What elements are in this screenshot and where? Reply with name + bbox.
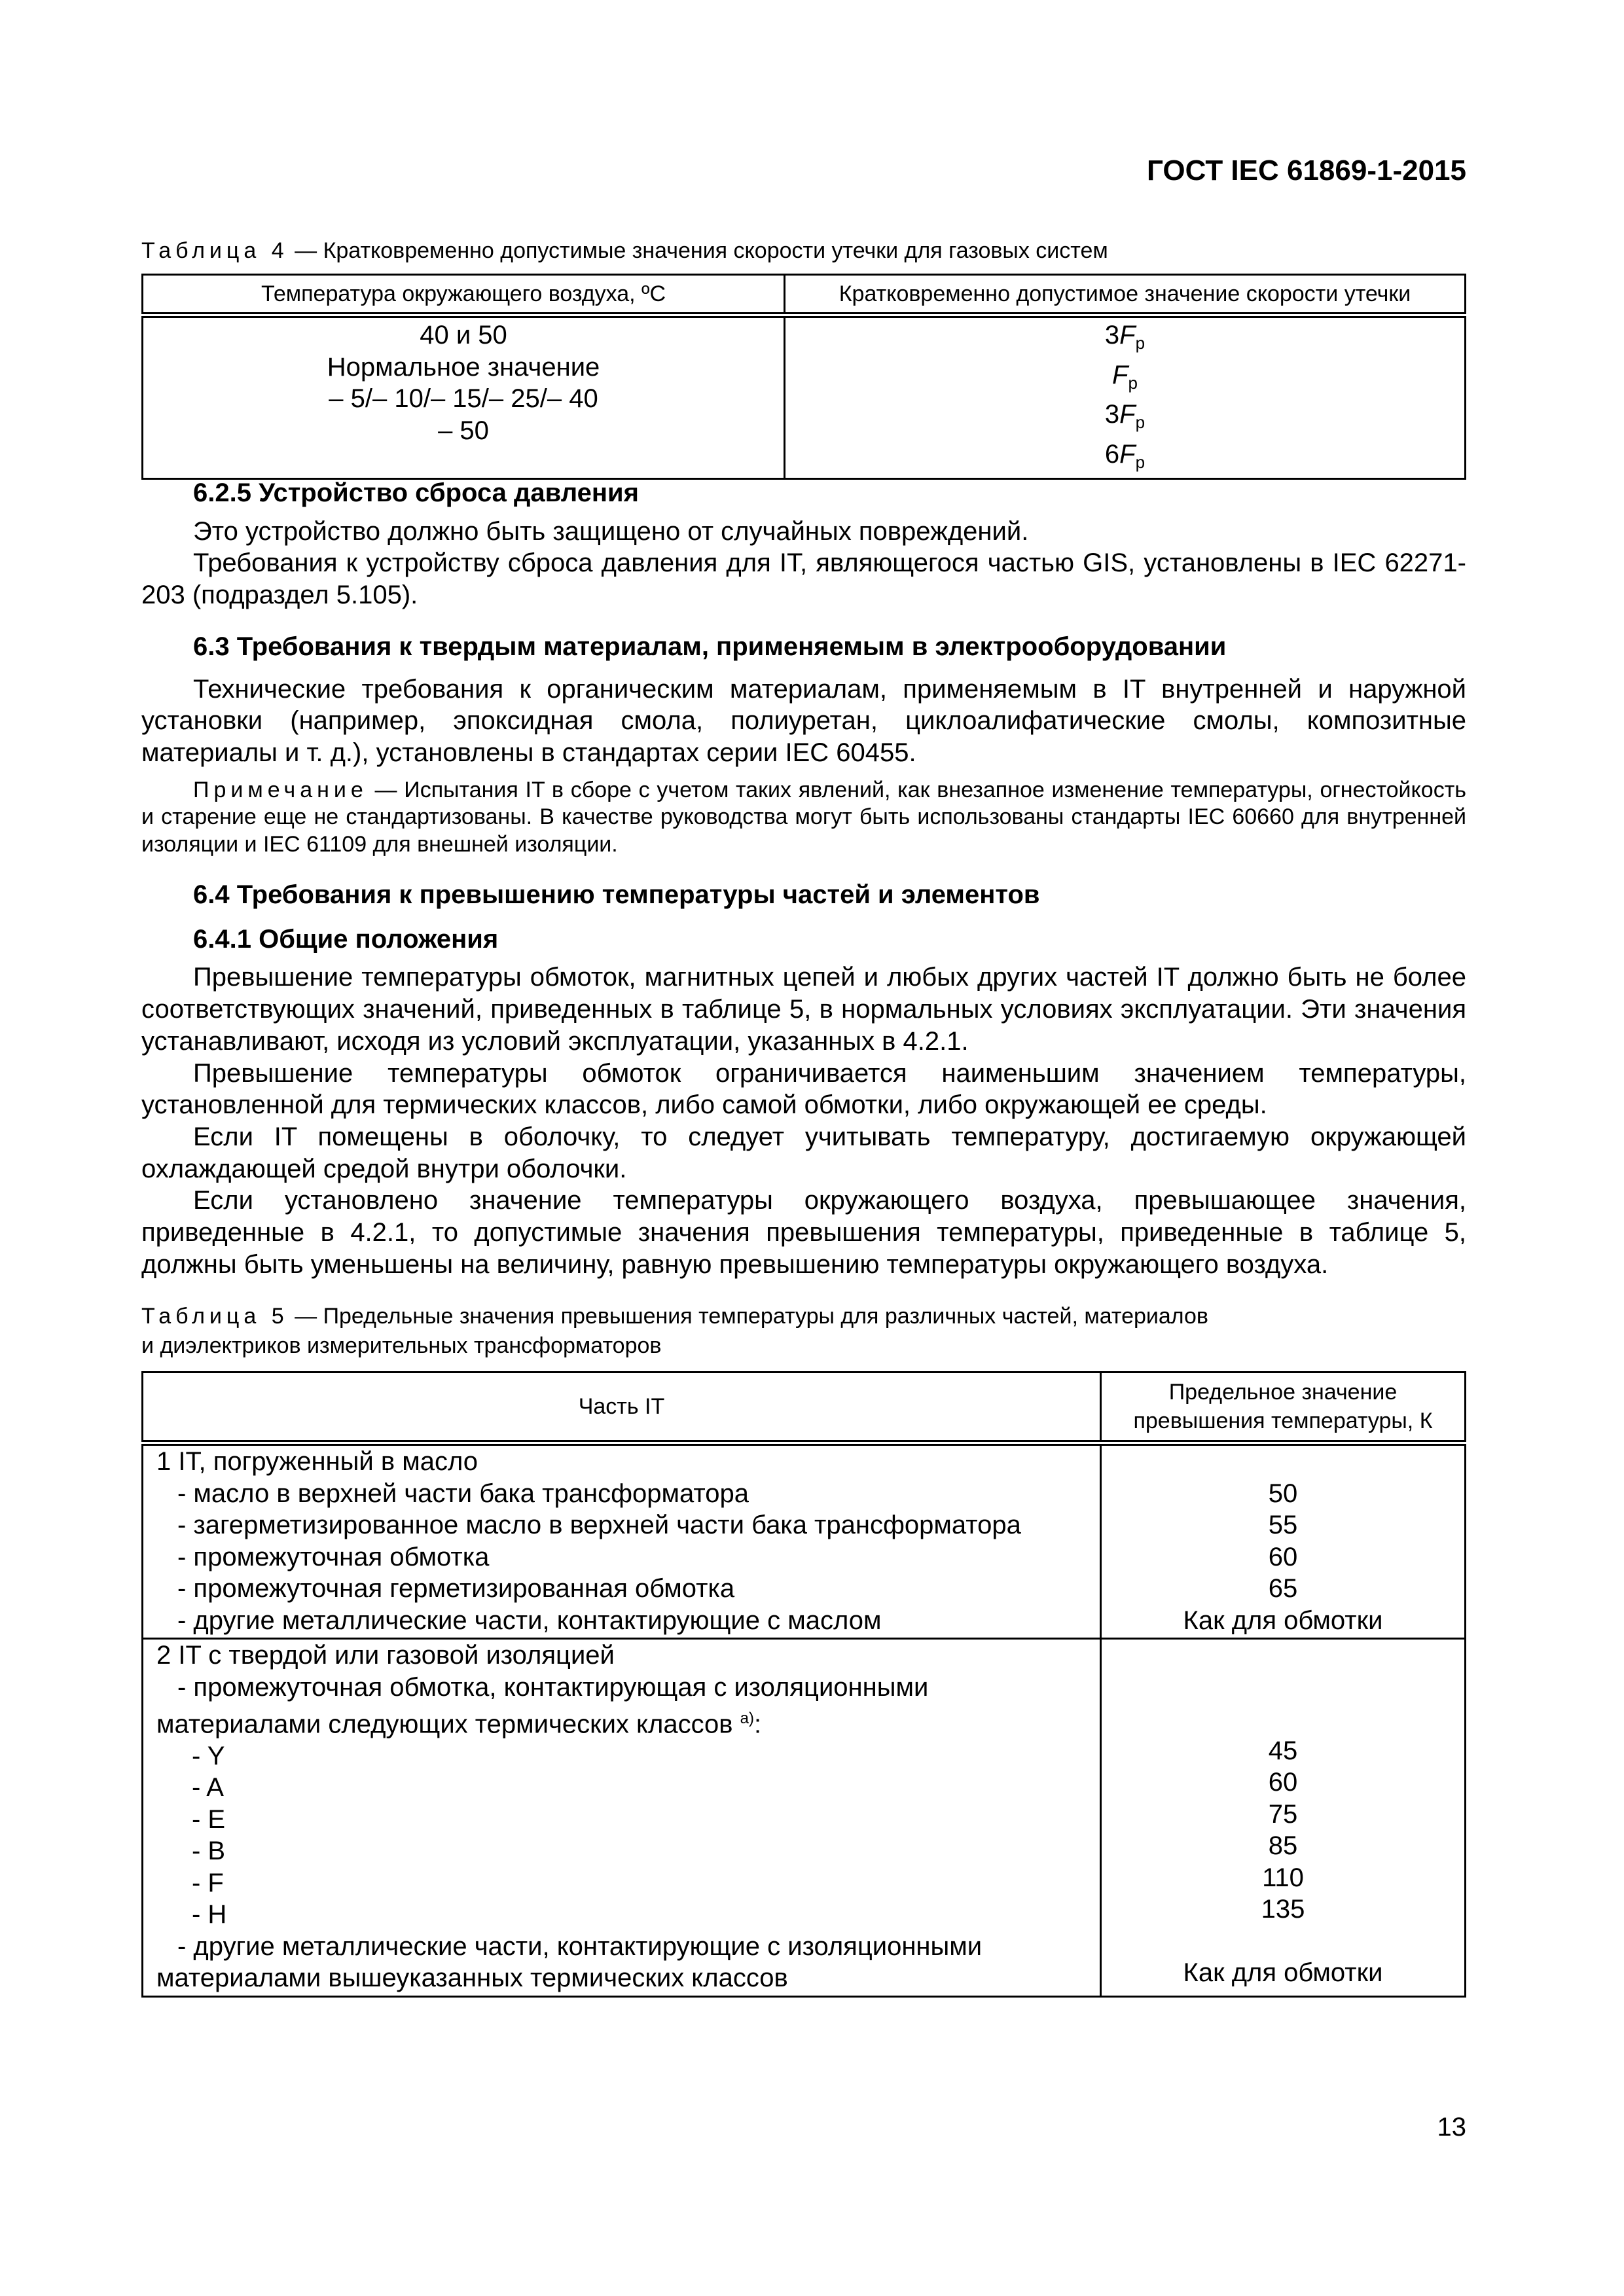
part-label: - другие металлические части, контактирующие с изоляционными [177, 1931, 983, 1961]
section-6-4 [141, 879, 1466, 1280]
note-label: Примечание [193, 777, 368, 802]
col-header: Часть IT [143, 1372, 1101, 1443]
table5-caption [141, 1302, 1466, 1361]
part-label: материалами вышеуказанных термических классов [156, 1964, 788, 1993]
part-label: - промежуточная обмотка, контактирующая с изоляционными [177, 1672, 929, 1702]
section-heading: 6.4 Требования к превышению температуры частей и элементов [193, 880, 1040, 909]
table-4 [141, 274, 1466, 480]
footnote-mark: a) [740, 1710, 754, 1727]
temp-cell [143, 315, 785, 479]
group-title: 2 IT с твердой или газовой изоляцией [156, 1641, 615, 1670]
limit-value: Как для обмотки [1183, 1605, 1383, 1635]
temp-value: 40 и 50 [420, 321, 507, 350]
rate-value: $6F_p$ [1104, 439, 1146, 472]
note-text: — Испытания IT в сборе с учетом таких явлений, как внезапное изменение температуры, огнестойкость и старение еще не стандартизованы. В качестве руководства могут быть использованы стандарты IEC 60660 для внутренней изоляции и IEC 61109 для внешней изоляции. [141, 777, 1466, 857]
group-2-parts [143, 1639, 1101, 1997]
class-label: - B [192, 1837, 226, 1866]
paragraph: Если установлено значение температуры окружающего воздуха, превышающее значения, приведенные в 4.2.1, то допустимые значения превышения температуры, приведенные в таблице 5, должны быть уменьшены на величину, равную превышению температуры окружающего воздуха. [141, 1186, 1466, 1279]
temp-value: Нормальное значение [327, 352, 600, 382]
limit-value: 60 [1268, 1542, 1298, 1571]
rate-cell [785, 315, 1466, 479]
note [141, 777, 1466, 859]
temp-value: – 5/– 10/– 15/– 25/– 40 [329, 384, 598, 413]
temp-value: – 50 [438, 416, 489, 445]
section-heading: 6.3 Требования к твердым материалам, применяемым в электрооборудовании [193, 632, 1227, 661]
class-label: - E [192, 1804, 226, 1834]
section-heading: 6.2.5 Устройство сброса давления [193, 478, 639, 507]
part-label: - масло в верхней части бака трансформатора [177, 1479, 749, 1508]
limit-value: Как для обмотки [1183, 1958, 1383, 1987]
caption-prefix: Таблица 4 [141, 238, 289, 263]
paragraph: Технические требования к органическим материалам, применяемым в IT внутренней и наружной установки (например, эпоксидная смола, полиуретан, циклоалифатические смолы, композитные материалы и т. д.), установлены в стандартах серии IEC 60455. [141, 674, 1466, 768]
paragraph: Превышение температуры обмоток ограничивается наименьшим значением температуры, установленной для термических классов, либо самой обмотки, либо окружающей ее среды. [141, 1058, 1466, 1120]
part-label: - промежуточная герметизированная обмотка [177, 1574, 735, 1603]
class-label: - Y [192, 1741, 225, 1770]
table-5 [141, 1371, 1466, 1998]
class-label: - H [192, 1900, 227, 1929]
caption-text: — Кратковременно допустимые значения скорости утечки для газовых систем [288, 238, 1108, 263]
part-label: - промежуточная обмотка [177, 1542, 490, 1571]
paragraph: Требования к устройству сброса давления для IT, являющегося частью GIS, установлены в IEC 62271-203 (подраздел 5.105). [141, 548, 1466, 610]
limit-value: 110 [1262, 1863, 1304, 1892]
col-header: Температура окружающего воздуха, ºC [143, 275, 785, 315]
group-2-values [1101, 1639, 1466, 1997]
table4-caption [141, 236, 1466, 266]
group-title: 1 IT, погруженный в масло [156, 1447, 478, 1476]
limit-value: 85 [1268, 1831, 1298, 1860]
limit-value: 60 [1268, 1768, 1298, 1797]
limit-value: 50 [1268, 1479, 1298, 1508]
limit-value: 55 [1268, 1511, 1298, 1539]
rate-value: $F_p$ [1112, 360, 1138, 393]
rate-value: $3F_p$ [1104, 400, 1146, 432]
part-label: - загерметизированное масло в верхней части бака трансформатора [177, 1511, 1021, 1539]
section-6-3 [141, 631, 1466, 858]
limit-value: 65 [1268, 1574, 1298, 1603]
part-label: материалами следующих термических классов $^{a)}$: [156, 1710, 762, 1739]
section-6-2-5 [141, 477, 1466, 611]
page-number: 13 [1437, 2113, 1466, 2142]
limit-value: 135 [1261, 1895, 1305, 1924]
part-label: - другие металлические части, контактирующие с маслом [177, 1605, 882, 1635]
class-label: - A [192, 1773, 224, 1803]
paragraph: Если IT помещены в оболочку, то следует учитывать температуру, достигаемую окружающей охлаждающей средой внутри оболочки. [141, 1122, 1466, 1183]
limit-value: 45 [1268, 1736, 1298, 1765]
caption-prefix: Таблица 5 [141, 1304, 289, 1329]
col-header: Предельное значение превышения температуры, К [1101, 1372, 1466, 1443]
group-1-parts [143, 1443, 1101, 1639]
caption-text: — Предельные значения превышения температуры для различных частей, материалов [288, 1304, 1208, 1329]
subsection-heading: 6.4.1 Общие положения [193, 924, 499, 954]
limit-value: 75 [1268, 1799, 1298, 1829]
paragraph: Превышение температуры обмоток, магнитных цепей и любых других частей IT должно быть не более соответствующих значений, приведенных в таблице 5, в нормальных условиях эксплуатации. Эти значения устанавливают, исходя из условий эксплуатации, указанных в 4.2.1. [141, 963, 1466, 1056]
class-label: - F [192, 1868, 224, 1897]
caption-text: и диэлектриков измерительных трансформаторов [141, 1333, 662, 1358]
col-header: Кратковременно допустимое значение скорости утечки [785, 275, 1466, 315]
group-1-values [1101, 1443, 1466, 1639]
paragraph: Это устройство должно быть защищено от случайных повреждений. [193, 516, 1029, 546]
rate-value: $3F_p$ [1104, 321, 1146, 353]
document-id: ГОСТ IEC 61869-1-2015 [1147, 154, 1466, 187]
